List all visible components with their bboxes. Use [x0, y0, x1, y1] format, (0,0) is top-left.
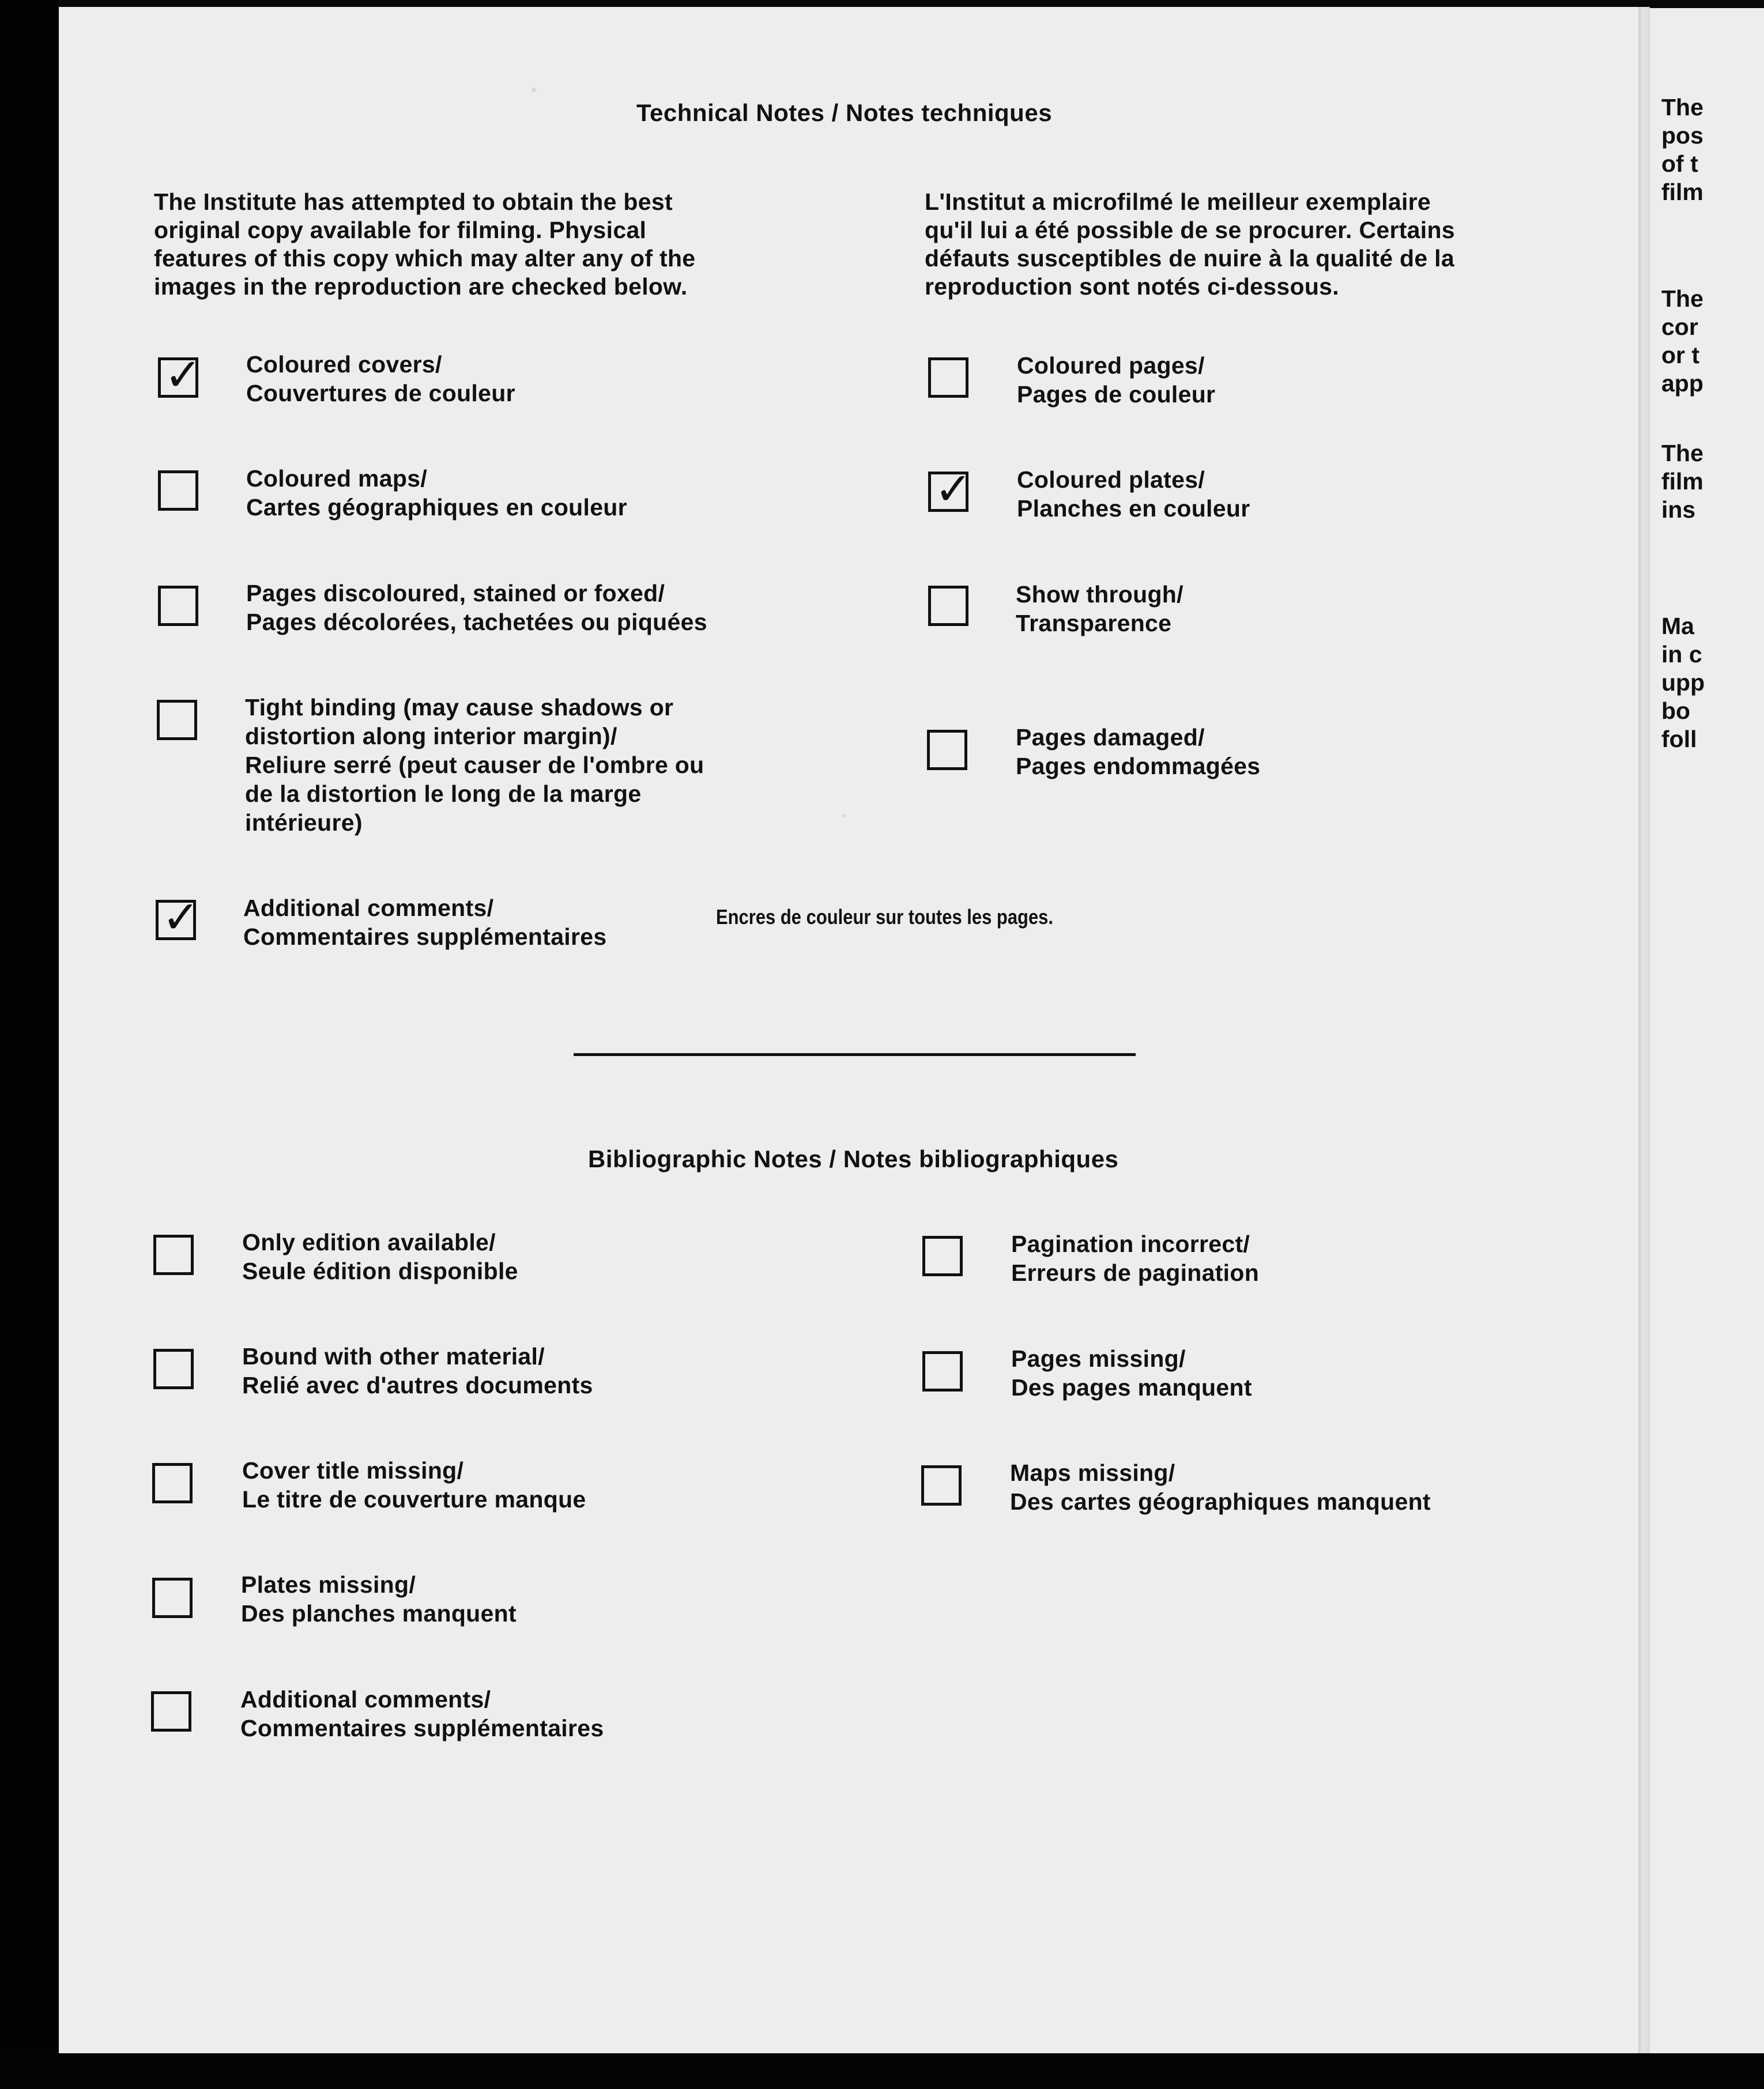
adjacent-text-fragment-3: The film ins	[1661, 440, 1703, 523]
label-bound-with-other: Bound with other material/ Relié avec d'autres documents	[242, 1343, 593, 1398]
checkbox-pages-missing[interactable]	[922, 1351, 963, 1392]
scan-border-bottom	[0, 2053, 1764, 2089]
label-additional-comments-bibliographic: Additional comments/ Commentaires supplémentaires	[240, 1686, 604, 1741]
checkbox-cover-title-missing[interactable]	[152, 1463, 193, 1503]
label-additional-comments-technical: Additional comments/ Commentaires supplémentaires	[243, 895, 607, 950]
label-coloured-maps: Coloured maps/ Cartes géographiques en couleur	[246, 465, 627, 521]
adjacent-page-fragment	[1650, 8, 1764, 2053]
checkbox-show-through[interactable]	[928, 586, 968, 626]
checkbox-additional-comments-technical[interactable]	[156, 892, 200, 944]
checkbox-coloured-covers[interactable]	[158, 349, 202, 401]
checkbox-coloured-maps[interactable]	[158, 470, 198, 511]
technical-intro-french: L'Institut a microfilmé le meilleur exemplaire qu'il lui a été possible de se procurer. Certains défauts susceptibles de nuire à la qualité de la reproduction sont notés ci-dessous.	[925, 188, 1455, 300]
label-coloured-covers: Coloured covers/ Couvertures de couleur	[246, 351, 515, 406]
checkbox-only-edition[interactable]	[153, 1235, 194, 1275]
label-cover-title-missing: Cover title missing/ Le titre de couverture manque	[242, 1457, 586, 1513]
checkmark-icon: ✓	[164, 349, 202, 401]
section-divider	[574, 1053, 1136, 1056]
checkbox-additional-comments-bibliographic[interactable]	[151, 1691, 191, 1732]
label-coloured-pages: Coloured pages/ Pages de couleur	[1017, 352, 1216, 408]
additional-comments-text: Encres de couleur sur toutes les pages.	[716, 905, 1054, 929]
label-show-through: Show through/ Transparence	[1016, 581, 1183, 636]
checkbox-maps-missing[interactable]	[921, 1465, 962, 1506]
technical-intro-english: The Institute has attempted to obtain the best original copy available for filming. Physical features of this copy which may alter any of the images in the reproduction are checked below.	[154, 188, 696, 300]
adjacent-text-fragment-2: The cor or t app	[1661, 285, 1703, 397]
label-tight-binding: Tight binding (may cause shadows or distortion along interior margin)/ Reliure serré (peut causer de l'ombre ou de la distortion le long de la marge intérieure)	[245, 694, 704, 836]
label-pagination-incorrect: Pagination incorrect/ Erreurs de pagination	[1011, 1231, 1260, 1286]
bibliographic-notes-heading: Bibliographic Notes / Notes bibliographiques	[588, 1145, 1119, 1172]
label-pages-discoloured: Pages discoloured, stained or foxed/ Pages décolorées, tachetées ou piquées	[246, 580, 707, 635]
checkbox-pages-damaged[interactable]	[927, 730, 967, 770]
checkbox-bound-with-other[interactable]	[153, 1349, 194, 1389]
scan-speck	[532, 88, 536, 92]
checkbox-coloured-plates[interactable]	[928, 463, 973, 515]
checkmark-icon: ✓	[162, 892, 200, 944]
checkmark-icon: ✓	[934, 463, 973, 515]
label-pages-damaged: Pages damaged/ Pages endommagées	[1016, 724, 1261, 779]
checkbox-pages-discoloured[interactable]	[158, 586, 198, 626]
label-only-edition: Only edition available/ Seule édition disponible	[242, 1229, 518, 1284]
label-coloured-plates: Coloured plates/ Planches en couleur	[1017, 466, 1250, 522]
label-plates-missing: Plates missing/ Des planches manquent	[241, 1571, 517, 1627]
adjacent-text-fragment-4: Ma in c upp bo foll	[1661, 613, 1705, 752]
scan-border-left	[0, 0, 58, 2089]
page-gutter	[1638, 7, 1650, 2053]
checkbox-coloured-pages[interactable]	[928, 357, 968, 398]
checkbox-plates-missing[interactable]	[152, 1578, 193, 1618]
scan-speck	[843, 814, 846, 817]
adjacent-text-fragment-1: The pos of t film	[1661, 94, 1703, 205]
label-pages-missing: Pages missing/ Des pages manquent	[1011, 1345, 1252, 1401]
checkbox-tight-binding[interactable]	[157, 700, 197, 740]
label-maps-missing: Maps missing/ Des cartes géographiques manquent	[1010, 1460, 1431, 1515]
technical-notes-page	[59, 7, 1638, 2053]
checkbox-pagination-incorrect[interactable]	[922, 1236, 963, 1276]
technical-notes-heading: Technical Notes / Notes techniques	[636, 99, 1053, 126]
